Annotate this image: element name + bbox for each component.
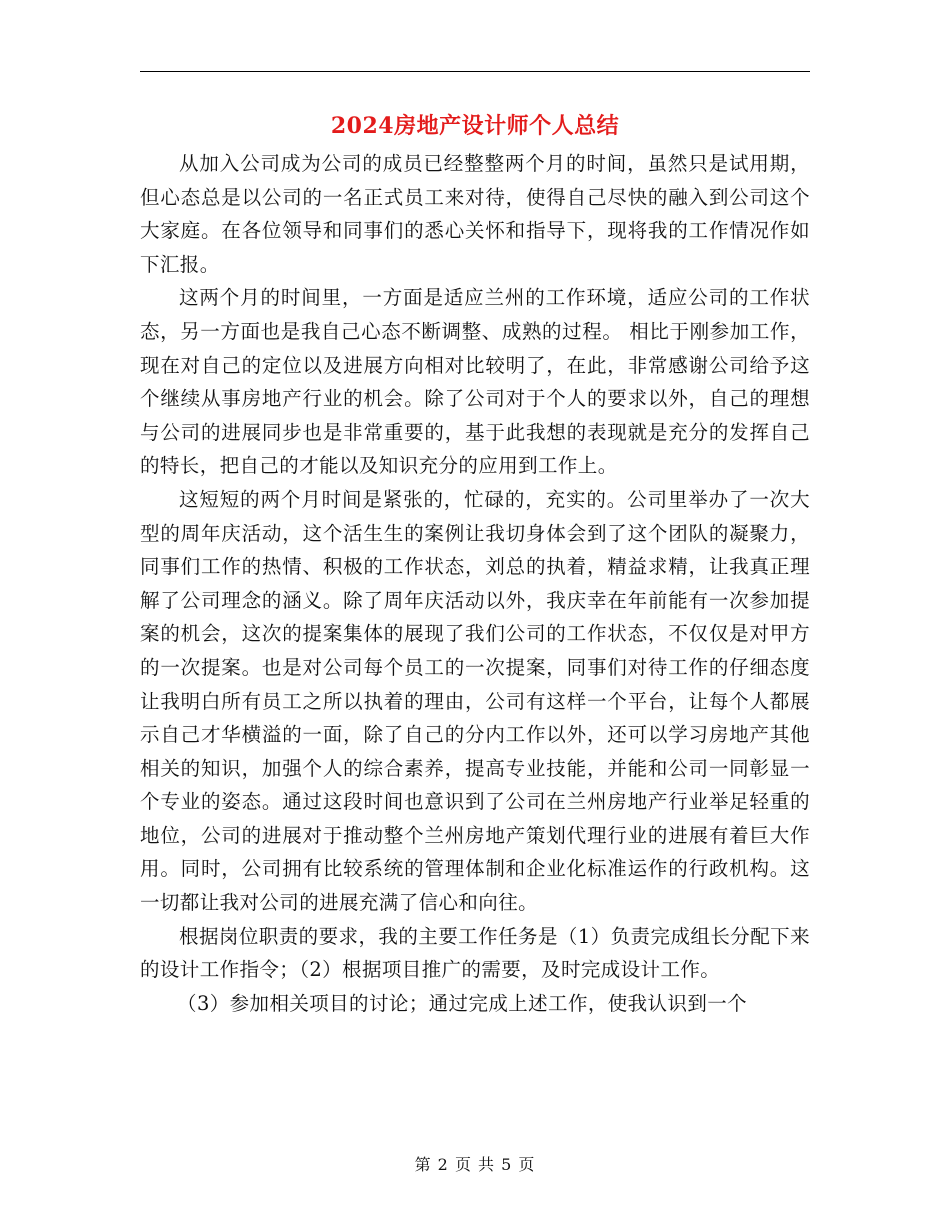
page-number-footer: 第 2 页 共 5 页 [414,1155,536,1174]
document-body [140,147,810,1020]
header-rule [140,71,810,72]
paragraph-4: 根据岗位职责的要求，我的主要工作任务是（1）负责完成组长分配下来的设计工作指令；（2）根据项目推广的需要，及时完成设计工作。 [140,924,810,982]
document-title: 2024房地产设计师个人总结 [330,113,620,139]
paragraph-5: （3）参加相关项目的讨论；通过完成上述工作，使我认识到一个 [177,991,748,1015]
paragraph-2: 这两个月的时间里，一方面是适应兰州的工作环境，适应公司的工作状态，另一方面也是我自己心态不断调整、成熟的过程。 相比于刚参加工作，现在对自己的定位以及进展方向相对比较明了，在此，非常感谢公司给予这个继续从事房地产行业的机会。除了公司对于个人的要求以外，自己的理想与公司的进展同步也是非常重要的，基于此我想的表现就是充分的发挥自己的特长，把自己的才能以及知识充分的应用到工作上。 [140,286,810,478]
paragraph-3: 这短短的两个月时间是紧张的，忙碌的，充实的。公司里举办了一次大型的周年庆活动，这个活生生的案例让我切身体会到了这个团队的凝聚力，同事们工作的热情、积极的工作状态，刘总的执着，精益求精，让我真正理解了公司理念的涵义。除了周年庆活动以外，我庆幸在年前能有一次参加提案的机会，这次的提案集体的展现了我们公司的工作状态，不仅仅是对甲方的一次提案。也是对公司每个员工的一次提案，同事们对待工作的仔细态度让我明白所有员工之所以执着的理由，公司有这样一个平台，让每个人都展示自己才华横溢的一面，除了自己的分内工作以外，还可以学习房地产其他相关的知识，加强个人的综合素养，提高专业技能，并能和公司一同彰显一个专业的姿态。通过这段时间也意识到了公司在兰州房地产行业举足轻重的地位，公司的进展对于推动整个兰州房地产策划代理行业的进展有着巨大作用。同时，公司拥有比较系统的管理体制和企业化标准运作的行政机构。这一切都让我对公司的进展充满了信心和向往。 [140,487,810,915]
paragraph-1: 从加入公司成为公司的成员已经整整两个月的时间，虽然只是试用期，但心态总是以公司的一名正式员工来对待，使得自己尽快的融入到公司这个大家庭。在各位领导和同事们的悉心关怀和指导下，现将我的工作情况作如下汇报。 [140,152,810,276]
